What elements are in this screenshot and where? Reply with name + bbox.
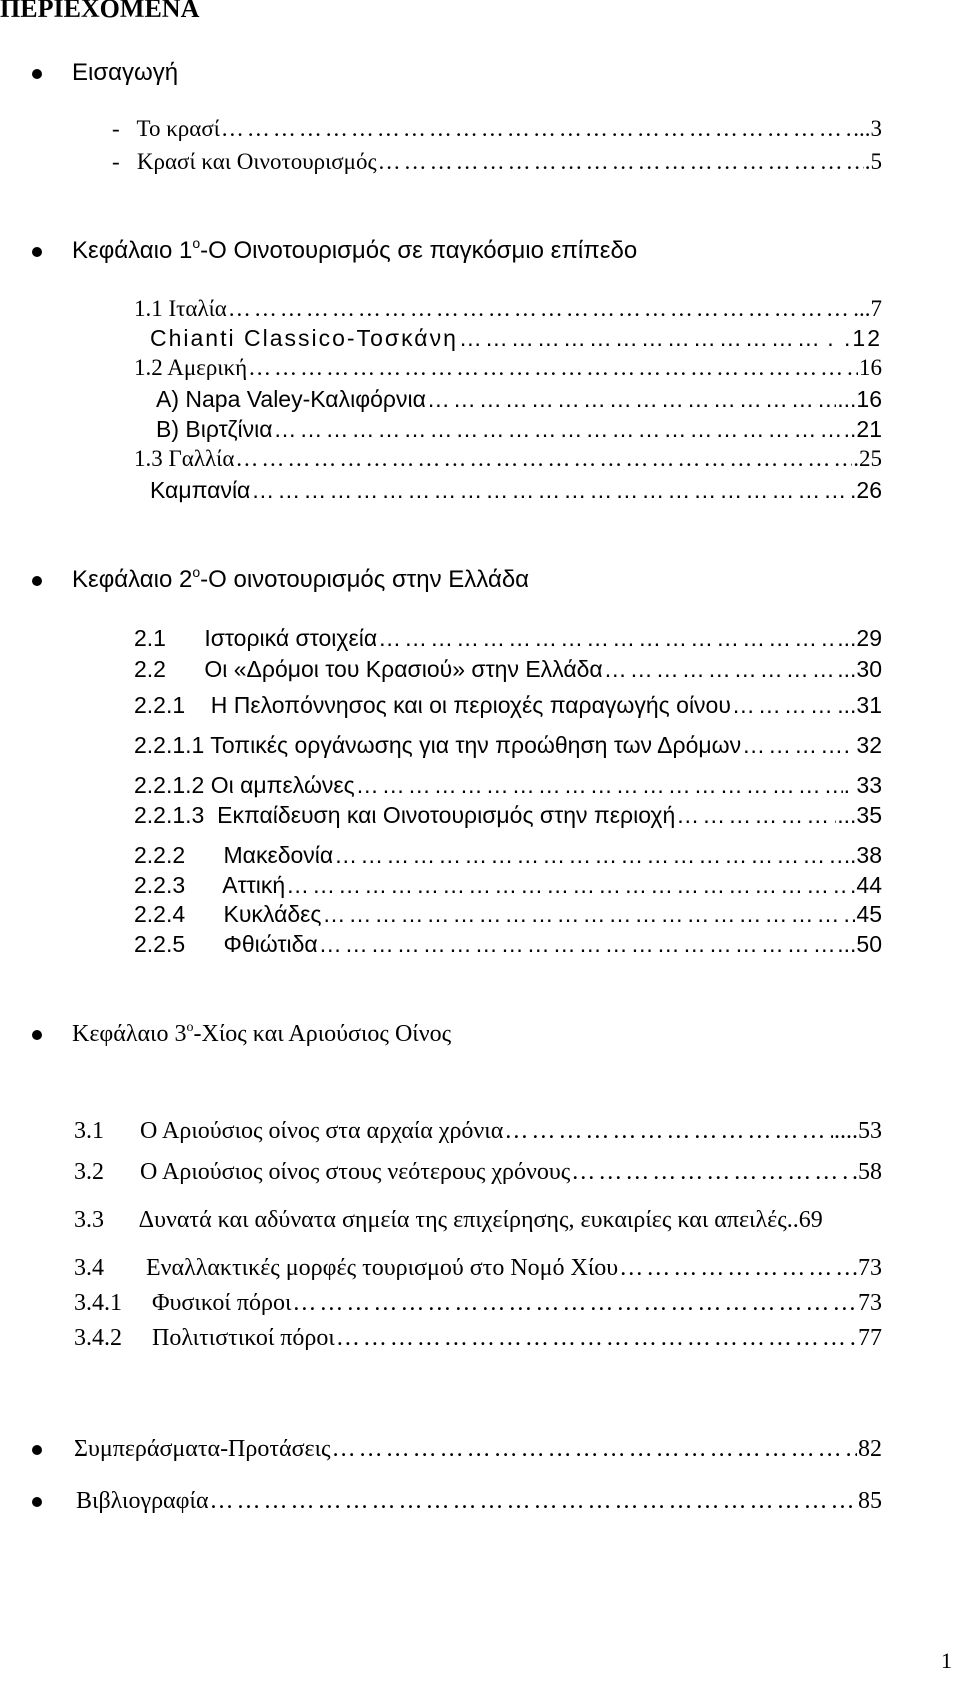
toc-entry: Chianti Classico-Τοσκάνη …………………………………………………………………………………………………………………………………………………………………………………………… . .12 — [150, 324, 882, 352]
bullet-icon — [32, 1497, 42, 1507]
toc-entry: 3.4.1 Φυσικοί πόροι …………………………………………………………………………………………………………………………………………………………………………………………… 73 — [74, 1289, 882, 1317]
section-chapter1-heading: Κεφάλαιο $1^o-O$ Οινοτουρισμός σε παγκόσμιο επίπεδο — [72, 236, 637, 266]
section-chapter2-heading: Κεφάλαιο $2^o-O$ οινοτουρισμός στην Ελλάδα — [72, 565, 529, 595]
toc-entry: 3.4 Εναλλακτικές μορφές τουρισμού στο Νομό Χίου …………………………………………………………………………………………………………………………………………………………………………………………… .73 — [74, 1254, 882, 1282]
bullet-icon — [32, 247, 42, 257]
section-conclusions: Συμπεράσματα-Προτάσεις …………………………………………………………………………………………………………………………………………………………………………………………… 82 — [74, 1434, 882, 1464]
bullet-icon — [32, 69, 42, 79]
toc-entry: 3.4.2 Πολιτιστικοί πόροι …………………………………………………………………………………………………………………………………………………………………………………………… 77 — [74, 1324, 882, 1352]
section-intro-heading: Εισαγωγή — [72, 58, 178, 88]
toc-entry: 3.1 Ο Αριούσιος οίνος στα αρχαία χρόνια …………………………………………………………………………………………………………………………………………………………………………………………… ....53 — [74, 1117, 882, 1145]
section-chapter3-heading: Κεφάλαιο $3^o$-Χίος και Αριούσιος Οίνος — [72, 1019, 451, 1049]
toc-entry: 2.2.1.2 Οι αμπελώνες …………………………………………………………………………………………………………………………………………………………………………………………… . 33 — [134, 771, 882, 799]
toc-entry: 2.2.4 Κυκλάδες …………………………………………………………………………………………………………………………………………………………………………………………… 45 — [134, 900, 882, 928]
toc-entry: 1.3 Γαλλία …………………………………………………………………………………………………………………………………………………………………………………………… .25 — [134, 445, 882, 473]
toc-entry: 3.2 Ο Αριούσιος οίνος στους νεότερους χρόνους …………………………………………………………………………………………………………………………………………………………………………………………… .58 — [74, 1158, 882, 1186]
toc-entry: B) Βιρτζίνια …………………………………………………………………………………………………………………………………………………………………………………………… ..21 — [156, 415, 882, 443]
toc-entry: A) Napa Valey-Καλιφόρνια …………………………………………………………………………………………………………………………………………………………………………………………… ...16 — [156, 385, 882, 413]
bullet-icon — [32, 1030, 42, 1040]
toc-entry: 2.2 Οι «Δρόμοι του Κρασιού» στην Ελλάδα …………………………………………………………………………………………………………………………………………………………………………………………… ...30 — [134, 655, 882, 683]
toc-entry: 2.2.3 Αττική …………………………………………………………………………………………………………………………………………………………………………………………… .44 — [134, 871, 882, 899]
toc-entry: - Το κρασί …………………………………………………………………………………………………………………………………………………………………………………………… ...3 — [112, 115, 882, 143]
toc-entry: 2.2.5 Φθιώτιδα …………………………………………………………………………………………………………………………………………………………………………………………… ...50 — [134, 930, 882, 958]
toc-entry: 3.3 Δυνατά και αδύνατα σημεία της επιχείρησης, ευκαιρίες και απειλές..69 — [74, 1207, 823, 1233]
toc-entry: 2.2.2 Μακεδονία …………………………………………………………………………………………………………………………………………………………………………………………… .38 — [134, 841, 882, 869]
toc-entry: 1.1 Ιταλία …………………………………………………………………………………………………………………………………………………………………………………………… ...7 — [134, 295, 882, 323]
toc-entry: - Κρασί και Οινοτουρισμός …………………………………………………………………………………………………………………………………………………………………………………………… .5 — [112, 148, 882, 176]
page-title: ΠΕΡΙΕΧΟΜΕΝΑ — [0, 0, 200, 23]
bullet-icon — [32, 1445, 42, 1455]
page-number: 1 — [941, 1648, 952, 1673]
toc-entry: 1.2 Αμερική …………………………………………………………………………………………………………………………………………………………………………………………… 16 — [134, 354, 882, 382]
toc-entry: 2.2.1.1 Τοπικές οργάνωσης για την προώθηση των Δρόμων …………………………………………………………………………………………………………………………………………………………………………………………… . 32 — [134, 731, 882, 759]
toc-entry: 2.1 Ιστορικά στοιχεία …………………………………………………………………………………………………………………………………………………………………………………………… ...29 — [134, 624, 882, 652]
bullet-icon — [32, 576, 42, 586]
toc-entry: 2.2.1 Η Πελοπόννησος και οι περιοχές παραγωγής οίνου …………………………………………………………………………………………………………………………………………………………………………………………… ...31 — [134, 691, 882, 719]
section-bibliography: Βιβλιογραφία …………………………………………………………………………………………………………………………………………………………………………………………… 85 — [76, 1486, 882, 1516]
toc-entry: 2.2.1.3 Εκπαίδευση και Οινοτουρισμός στην περιοχή …………………………………………………………………………………………………………………………………………………………………………………………… ...35 — [134, 801, 882, 829]
toc-entry: Καμπανία …………………………………………………………………………………………………………………………………………………………………………………………… .26 — [150, 476, 882, 504]
